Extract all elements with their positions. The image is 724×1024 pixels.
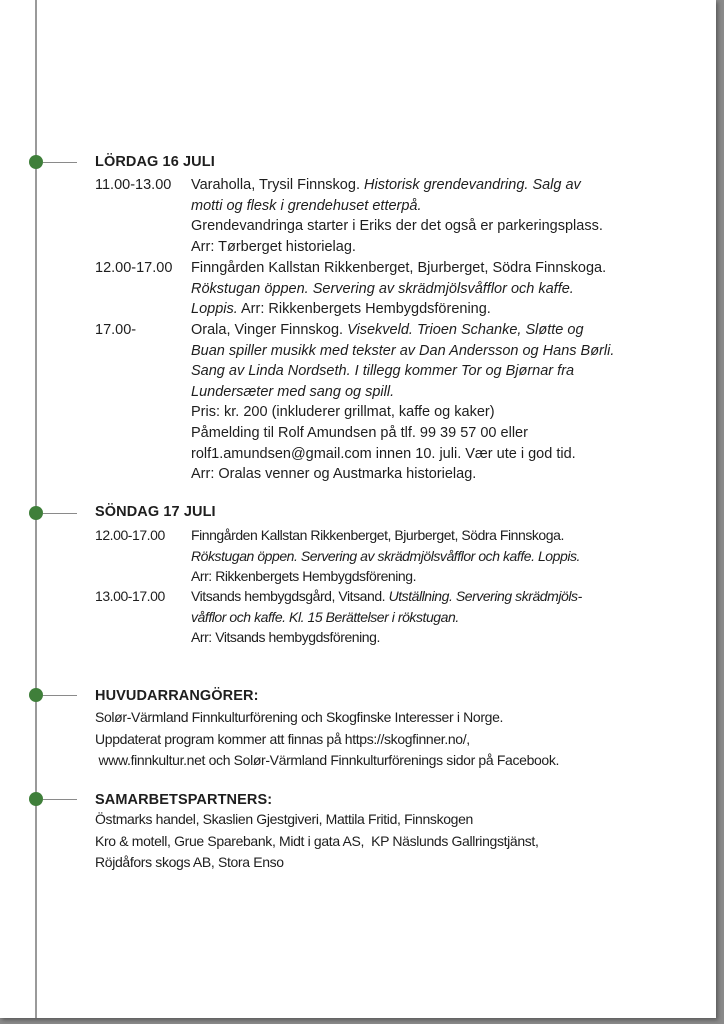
timeline-tick xyxy=(43,695,77,696)
timeline-dot xyxy=(29,792,43,806)
event-time: 17.00- xyxy=(95,322,137,338)
timeline-tick xyxy=(43,513,77,514)
event-time: 11.00-13.00 xyxy=(95,177,172,193)
saturday-heading: LÖRDAG 16 JULI xyxy=(95,154,215,170)
event-organizer: Arr: Tørberget historielag. xyxy=(191,238,356,255)
event-info: Lundersæter med sang og spill. xyxy=(191,383,395,400)
text-line: Röjdåfors skogs AB, Stora Enso xyxy=(95,854,284,870)
event-info: Loppis. xyxy=(191,301,238,318)
event-info: Rökstugan öppen. Servering av skrädmjölsvåfflor och kaffe. xyxy=(191,280,574,297)
event-info: våfflor och kaffe. Kl. 15 Berättelser i rökstugan. xyxy=(191,608,459,625)
event-note: Påmelding til Rolf Amundsen på tlf. 99 39 57 00 eller xyxy=(191,424,528,441)
sunday-heading: SÖNDAG 17 JULI xyxy=(95,504,216,520)
event-info: Buan spiller musikk med tekster av Dan Andersson og Hans Børli. xyxy=(191,342,615,359)
event-place: Orala, Vinger Finnskog. xyxy=(191,322,348,338)
event-description xyxy=(191,320,701,485)
event-note: rolf1.amundsen@gmail.com innen 10. juli. Vær ute i god tid. xyxy=(191,445,576,462)
timeline-tick xyxy=(43,162,77,163)
event-place: Vitsands hembygdsgård, Vitsand. xyxy=(191,588,389,604)
event-price: Pris: kr. 200 (inkluderer grillmat, kaffe og kaker) xyxy=(191,404,495,421)
event-description xyxy=(191,525,711,587)
text-line: Kro & motell, Grue Sparebank, Midt i gata AS, KP Näslunds Gallringstjänst, xyxy=(95,832,539,849)
event-description xyxy=(191,586,711,648)
event-info: Sang av Linda Nordseth. I tillegg kommer Tor og Bjørnar fra xyxy=(191,363,575,380)
partners-text xyxy=(95,809,539,874)
partners-heading: SAMARBETSPARTNERS: xyxy=(95,792,273,808)
event-note: Grendevandringa starter i Eriks der det også er parkeringsplass. xyxy=(191,218,603,235)
event-organizer: Arr: Rikkenbergets Hembygdsförening. xyxy=(237,301,491,318)
event-time: 12.00-17.00 xyxy=(95,260,173,276)
event-description xyxy=(191,175,701,257)
text-line: Uppdaterat program kommer att finnas på https://skogfinner.no/, xyxy=(95,730,470,747)
event-place: Finngården Kallstan Rikkenberget, Bjurberget, Södra Finnskoga. xyxy=(191,260,607,276)
event-info: motti og flesk i grendehuset etterpå. xyxy=(191,197,422,214)
event-organizer: Arr: Vitsands hembygdsförening. xyxy=(191,629,380,646)
event-info: Visekveld. Trioen Schanke, Sløtte og xyxy=(347,322,584,338)
text-line: Solør-Värmland Finnkulturförening och Skogfinske Interesser i Norge. xyxy=(95,709,504,725)
event-description xyxy=(191,258,701,320)
event-time: 12.00-17.00 xyxy=(95,527,165,543)
timeline-dot xyxy=(29,506,43,520)
timeline-dot xyxy=(29,688,43,702)
event-info: Historisk grendevandring. Salg av xyxy=(364,177,581,193)
event-info: Utställning. Servering skrädmjöls- xyxy=(388,588,582,604)
event-organizer: Arr: Rikkenbergets Hembygdsförening. xyxy=(191,568,417,585)
event-info: Rökstugan öppen. Servering av skrädmjölsvåfflor och kaffe. Loppis. xyxy=(191,547,580,564)
timeline-dot xyxy=(29,155,43,169)
organizers-text xyxy=(95,707,559,772)
timeline-tick xyxy=(43,799,77,800)
event-place: Finngården Kallstan Rikkenberget, Bjurberget, Södra Finnskoga. xyxy=(191,527,564,543)
event-place: Varaholla, Trysil Finnskog. xyxy=(191,177,364,193)
text-line: Östmarks handel, Skaslien Gjestgiveri, Mattila Fritid, Finnskogen xyxy=(95,811,473,827)
organizers-heading: HUVUDARRANGÖRER: xyxy=(95,688,259,704)
event-organizer: Arr: Oralas venner og Austmarka historielag. xyxy=(191,466,477,483)
text-line: www.finnkultur.net och Solør-Värmland Finnkulturförenings sidor på Facebook. xyxy=(95,752,560,768)
event-time: 13.00-17.00 xyxy=(95,588,165,604)
